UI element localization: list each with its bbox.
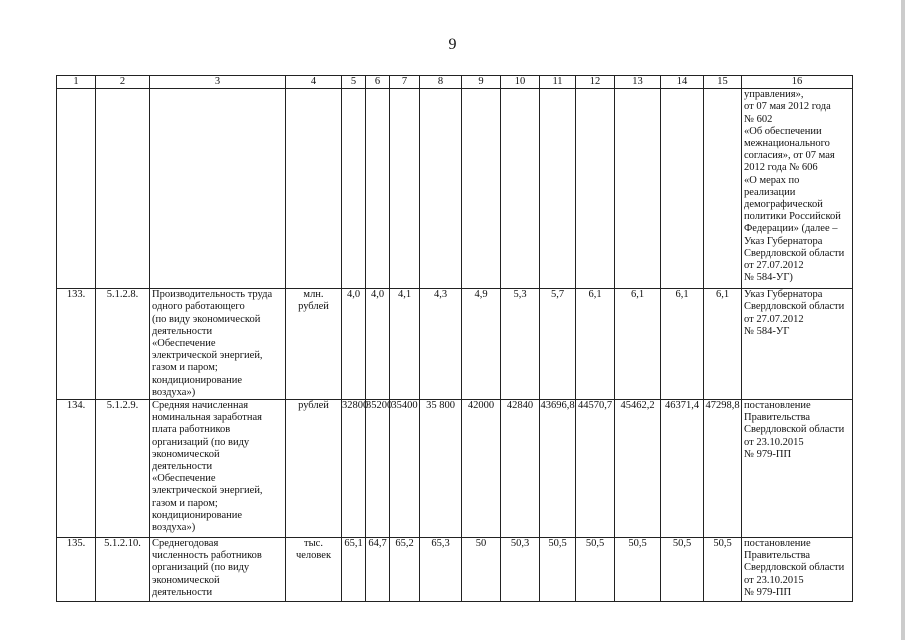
value-cell: 50,5 — [704, 538, 742, 602]
header-cell: 7 — [390, 76, 420, 89]
indicator-code: 5.1.2.8. — [96, 289, 150, 400]
value-cell: 4,1 — [390, 289, 420, 400]
value-cell: 4,0 — [366, 289, 390, 400]
value-cell: 65,2 — [390, 538, 420, 602]
value-cell: 50,5 — [576, 538, 615, 602]
header-cell: 14 — [661, 76, 704, 89]
indicators-table — [56, 75, 853, 602]
header-row — [57, 76, 853, 89]
header-cell: 11 — [540, 76, 576, 89]
value-cell: 50,5 — [661, 538, 704, 602]
value-cell: 47298,8 — [704, 400, 742, 538]
value-cell: 6,1 — [576, 289, 615, 400]
header-cell: 12 — [576, 76, 615, 89]
value-cell: 50 — [462, 538, 501, 602]
value-cell: 64,7 — [366, 538, 390, 602]
value-cell: 46371,4 — [661, 400, 704, 538]
unit: рублей — [286, 400, 342, 538]
header-cell: 9 — [462, 76, 501, 89]
row-number: 133. — [57, 289, 96, 400]
value-cell: 5,7 — [540, 289, 576, 400]
row-number: 135. — [57, 538, 96, 602]
indicator-name: Среднегодовая численность работников организаций (по виду экономической деятельности — [150, 538, 286, 602]
value-cell: 35 800 — [420, 400, 462, 538]
header-cell: 4 — [286, 76, 342, 89]
value-cell: 5,3 — [501, 289, 540, 400]
header-cell: 5 — [342, 76, 366, 89]
header-cell: 1 — [57, 76, 96, 89]
value-cell: 4,9 — [462, 289, 501, 400]
value-cell: 65,1 — [342, 538, 366, 602]
source-cell: управления», от 07 мая 2012 года № 602 «Об обеспечении межнационального согласия», от 07 мая 2012 года № 606 «О мерах по реализации демографической политики Российской Федерации» (далее – Указ Губернатора Свердловской области от 27.07.2012 № 584-УГ) — [742, 89, 853, 289]
table-row — [57, 289, 853, 400]
header-cell: 10 — [501, 76, 540, 89]
value-cell: 4,3 — [420, 289, 462, 400]
value-cell: 6,1 — [661, 289, 704, 400]
continuation-row — [57, 89, 853, 289]
value-cell: 35400 — [390, 400, 420, 538]
indicator-code: 5.1.2.10. — [96, 538, 150, 602]
source-cell: постановление Правительства Свердловской области от 23.10.2015 № 979-ПП — [742, 400, 853, 538]
header-cell: 6 — [366, 76, 390, 89]
header-cell: 8 — [420, 76, 462, 89]
value-cell: 42840 — [501, 400, 540, 538]
page-number: 9 — [448, 36, 457, 53]
value-cell: 4,0 — [342, 289, 366, 400]
header-cell: 15 — [704, 76, 742, 89]
value-cell: 65,3 — [420, 538, 462, 602]
scan-edge — [901, 0, 905, 640]
value-cell: 35200 — [366, 400, 390, 538]
value-cell: 50,3 — [501, 538, 540, 602]
header-cell: 3 — [150, 76, 286, 89]
value-cell: 50,5 — [540, 538, 576, 602]
table-row — [57, 538, 853, 602]
value-cell: 50,5 — [615, 538, 661, 602]
table-row — [57, 400, 853, 538]
source-cell: постановление Правительства Свердловской области от 23.10.2015 № 979-ПП — [742, 538, 853, 602]
value-cell: 45462,2 — [615, 400, 661, 538]
value-cell: 42000 — [462, 400, 501, 538]
indicator-code: 5.1.2.9. — [96, 400, 150, 538]
indicator-name: Средняя начисленная номинальная заработная плата работников организаций (по виду экономической деятельности «Обеспечение электрической энергией, газом и паром; кондиционирование воздуха») — [150, 400, 286, 538]
value-cell: 43696,8 — [540, 400, 576, 538]
unit: тыс. человек — [286, 538, 342, 602]
header-cell: 2 — [96, 76, 150, 89]
source-cell: Указ Губернатора Свердловской области от 27.07.2012 № 584-УГ — [742, 289, 853, 400]
row-number: 134. — [57, 400, 96, 538]
value-cell: 6,1 — [615, 289, 661, 400]
value-cell: 6,1 — [704, 289, 742, 400]
header-cell: 16 — [742, 76, 853, 89]
header-cell: 13 — [615, 76, 661, 89]
value-cell: 44570,7 — [576, 400, 615, 538]
value-cell: 32800 — [342, 400, 366, 538]
unit: млн. рублей — [286, 289, 342, 400]
indicator-name: Производительность труда одного работающего (по виду экономической деятельности «Обеспечение электрической энергией, газом и паром; кондиционирование воздуха») — [150, 289, 286, 400]
